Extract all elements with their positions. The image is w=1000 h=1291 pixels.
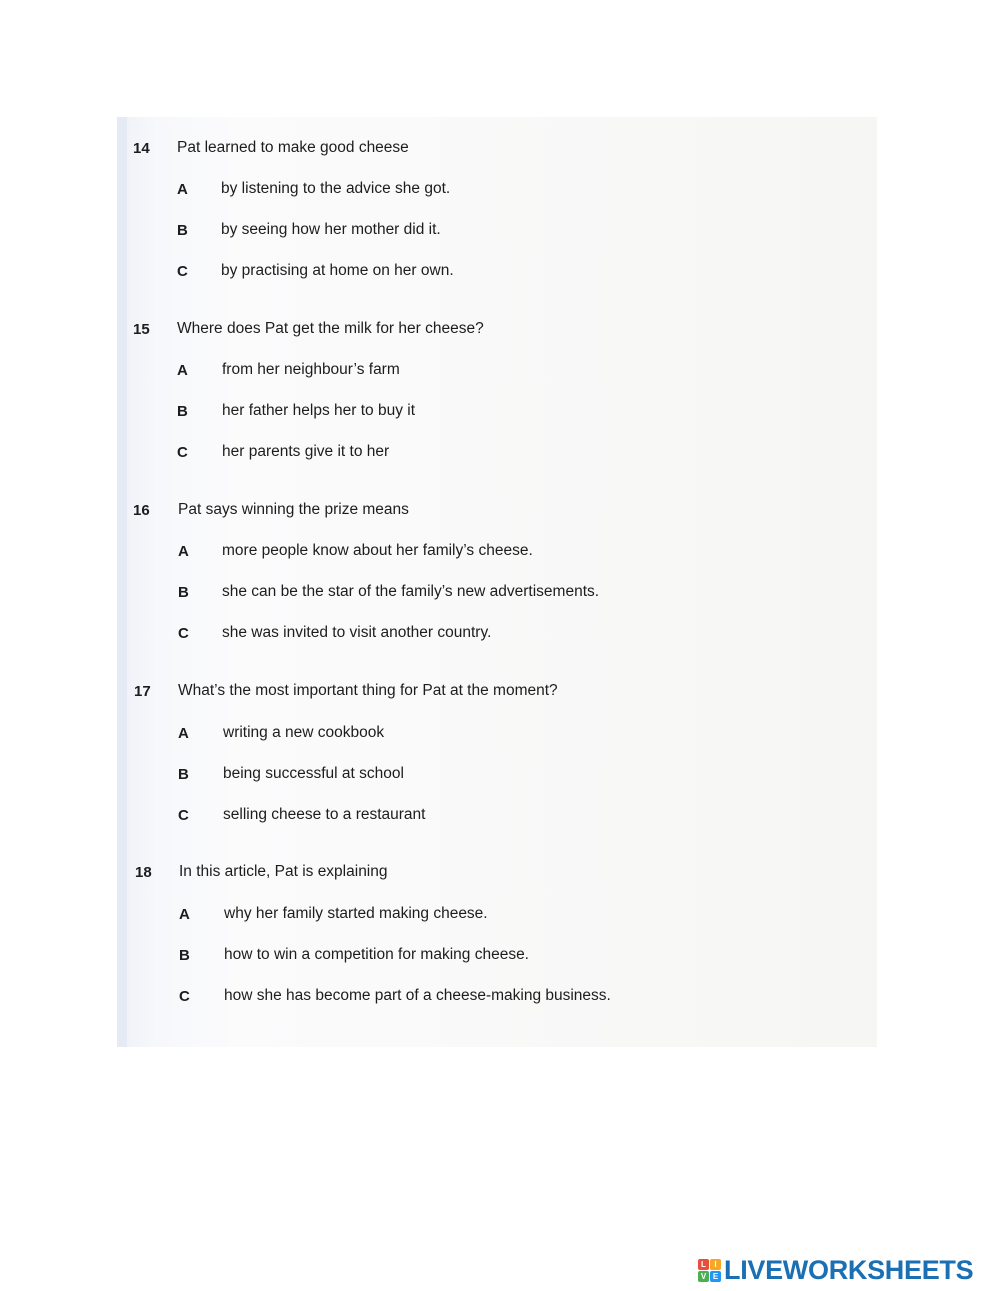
option-letter: C [178, 807, 189, 824]
logo-letter: V [698, 1271, 709, 1282]
option-letter: B [178, 584, 189, 601]
logo-letter: L [698, 1259, 709, 1270]
option-letter: A [179, 906, 190, 923]
option-letter: C [179, 988, 190, 1005]
option-letter: C [178, 625, 189, 642]
option-letter: B [177, 403, 188, 420]
option-text: selling cheese to a restaurant [223, 806, 426, 823]
option-letter: C [177, 444, 188, 461]
option-text: how she has become part of a cheese-making business. [224, 987, 611, 1004]
question-number: 14 [133, 140, 150, 157]
question-number: 15 [133, 321, 150, 338]
option-text: she was invited to visit another country. [222, 624, 492, 641]
option-text: by practising at home on her own. [221, 262, 454, 279]
option-letter: B [179, 947, 190, 964]
logo-letter: I [710, 1259, 721, 1270]
option-letter: A [178, 725, 189, 742]
question-number: 17 [134, 683, 151, 700]
question-number: 16 [133, 502, 150, 519]
option-text: being successful at school [223, 765, 404, 782]
option-text: her father helps her to buy it [222, 402, 416, 419]
option-letter: A [177, 181, 188, 198]
option-letter: A [178, 543, 189, 560]
question-text: What’s the most important thing for Pat at the moment? [178, 682, 558, 699]
option-text: her parents give it to her [222, 443, 390, 460]
option-text: writing a new cookbook [223, 724, 385, 741]
question-text: In this article, Pat is explaining [179, 863, 388, 880]
option-text: by seeing how her mother did it. [221, 221, 441, 238]
question-text: Pat says winning the prize means [178, 501, 409, 518]
question-text: Pat learned to make good cheese [177, 139, 409, 156]
question-text: Where does Pat get the milk for her cheese? [177, 320, 484, 337]
option-text: more people know about her family’s cheese. [222, 542, 533, 559]
question-number: 18 [135, 864, 152, 881]
logo-wordmark: LIVEWORKSHEETS [724, 1254, 974, 1285]
liveworksheets-logo [698, 1255, 973, 1285]
option-text: how to win a competition for making cheese. [224, 946, 529, 963]
option-text: from her neighbour’s farm [222, 361, 400, 378]
option-letter: B [178, 766, 189, 783]
option-text: she can be the star of the family’s new advertisements. [222, 583, 600, 600]
logo-letter: E [710, 1271, 721, 1282]
option-letter: C [177, 263, 188, 280]
logo-mark-icon [698, 1259, 721, 1282]
option-text: why her family started making cheese. [224, 905, 488, 922]
option-letter: A [177, 362, 188, 379]
option-letter: B [177, 222, 188, 239]
option-text: by listening to the advice she got. [221, 180, 451, 197]
